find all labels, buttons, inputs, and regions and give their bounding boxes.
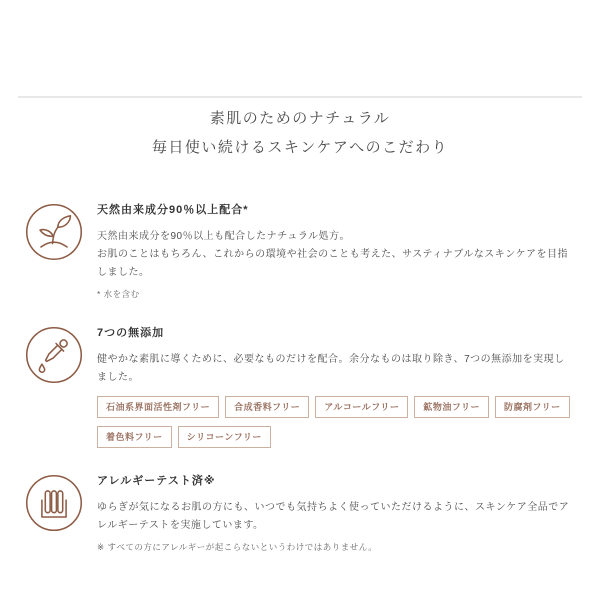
body-line: お肌のことはもちろん、これからの環境や社会のことも考えた、サスティナブルなスキンケアを目指しました。 bbox=[97, 249, 568, 278]
section-body bbox=[97, 228, 571, 282]
tag-chip: アルコールフリー bbox=[315, 396, 408, 418]
dropper-icon bbox=[25, 326, 83, 384]
sprout-icon bbox=[25, 203, 83, 261]
page-title-line2: 毎日使い続けるスキンケアへのこだわり bbox=[151, 140, 449, 156]
tag-chip: 合成香料フリー bbox=[225, 396, 309, 418]
test-tubes-icon bbox=[25, 474, 83, 532]
section-content bbox=[97, 326, 571, 448]
section-content bbox=[97, 474, 571, 553]
section-footnote: * 水を含む bbox=[97, 289, 140, 299]
page-title bbox=[0, 105, 600, 163]
body-line: ゆらぎが気になるお肌の方にも、いつでも気持ちよく使っていただけるように、スキンケア全品でアレルギーテストを実施しています。 bbox=[97, 502, 570, 531]
section-footnote: ※ すべての方にアレルギーが起こらないというわけではありません。 bbox=[97, 542, 378, 552]
section-body bbox=[97, 499, 571, 535]
feature-sections bbox=[25, 203, 582, 553]
section-content bbox=[97, 203, 571, 300]
free-of-tags bbox=[97, 396, 571, 448]
body-line: 健やかな素肌に導くために、必要なものだけを配合。余分なものは取り除き、7つの無添加を実現しました。 bbox=[97, 354, 565, 383]
section-allergy-tested bbox=[25, 474, 582, 553]
page-title-line1: 素肌のためのナチュラル bbox=[209, 111, 391, 127]
tag-chip: 石油系界面活性剤フリー bbox=[97, 396, 219, 418]
tag-chip: シリコーンフリー bbox=[178, 426, 271, 448]
tag-chip: 防腐剤フリー bbox=[495, 396, 570, 418]
section-heading: 天然由来成分90％以上配合* bbox=[97, 204, 249, 216]
section-natural-ingredients bbox=[25, 203, 582, 300]
section-heading: 7つの無添加 bbox=[97, 327, 165, 339]
section-heading: アレルギーテスト済※ bbox=[97, 475, 216, 487]
section-divider bbox=[18, 96, 582, 98]
tag-chip: 鉱物油フリー bbox=[414, 396, 489, 418]
section-additive-free bbox=[25, 326, 582, 448]
body-line: 天然由来成分を90％以上も配合したナチュラル処方。 bbox=[97, 231, 351, 242]
section-body bbox=[97, 351, 571, 387]
tag-chip: 着色料フリー bbox=[97, 426, 172, 448]
